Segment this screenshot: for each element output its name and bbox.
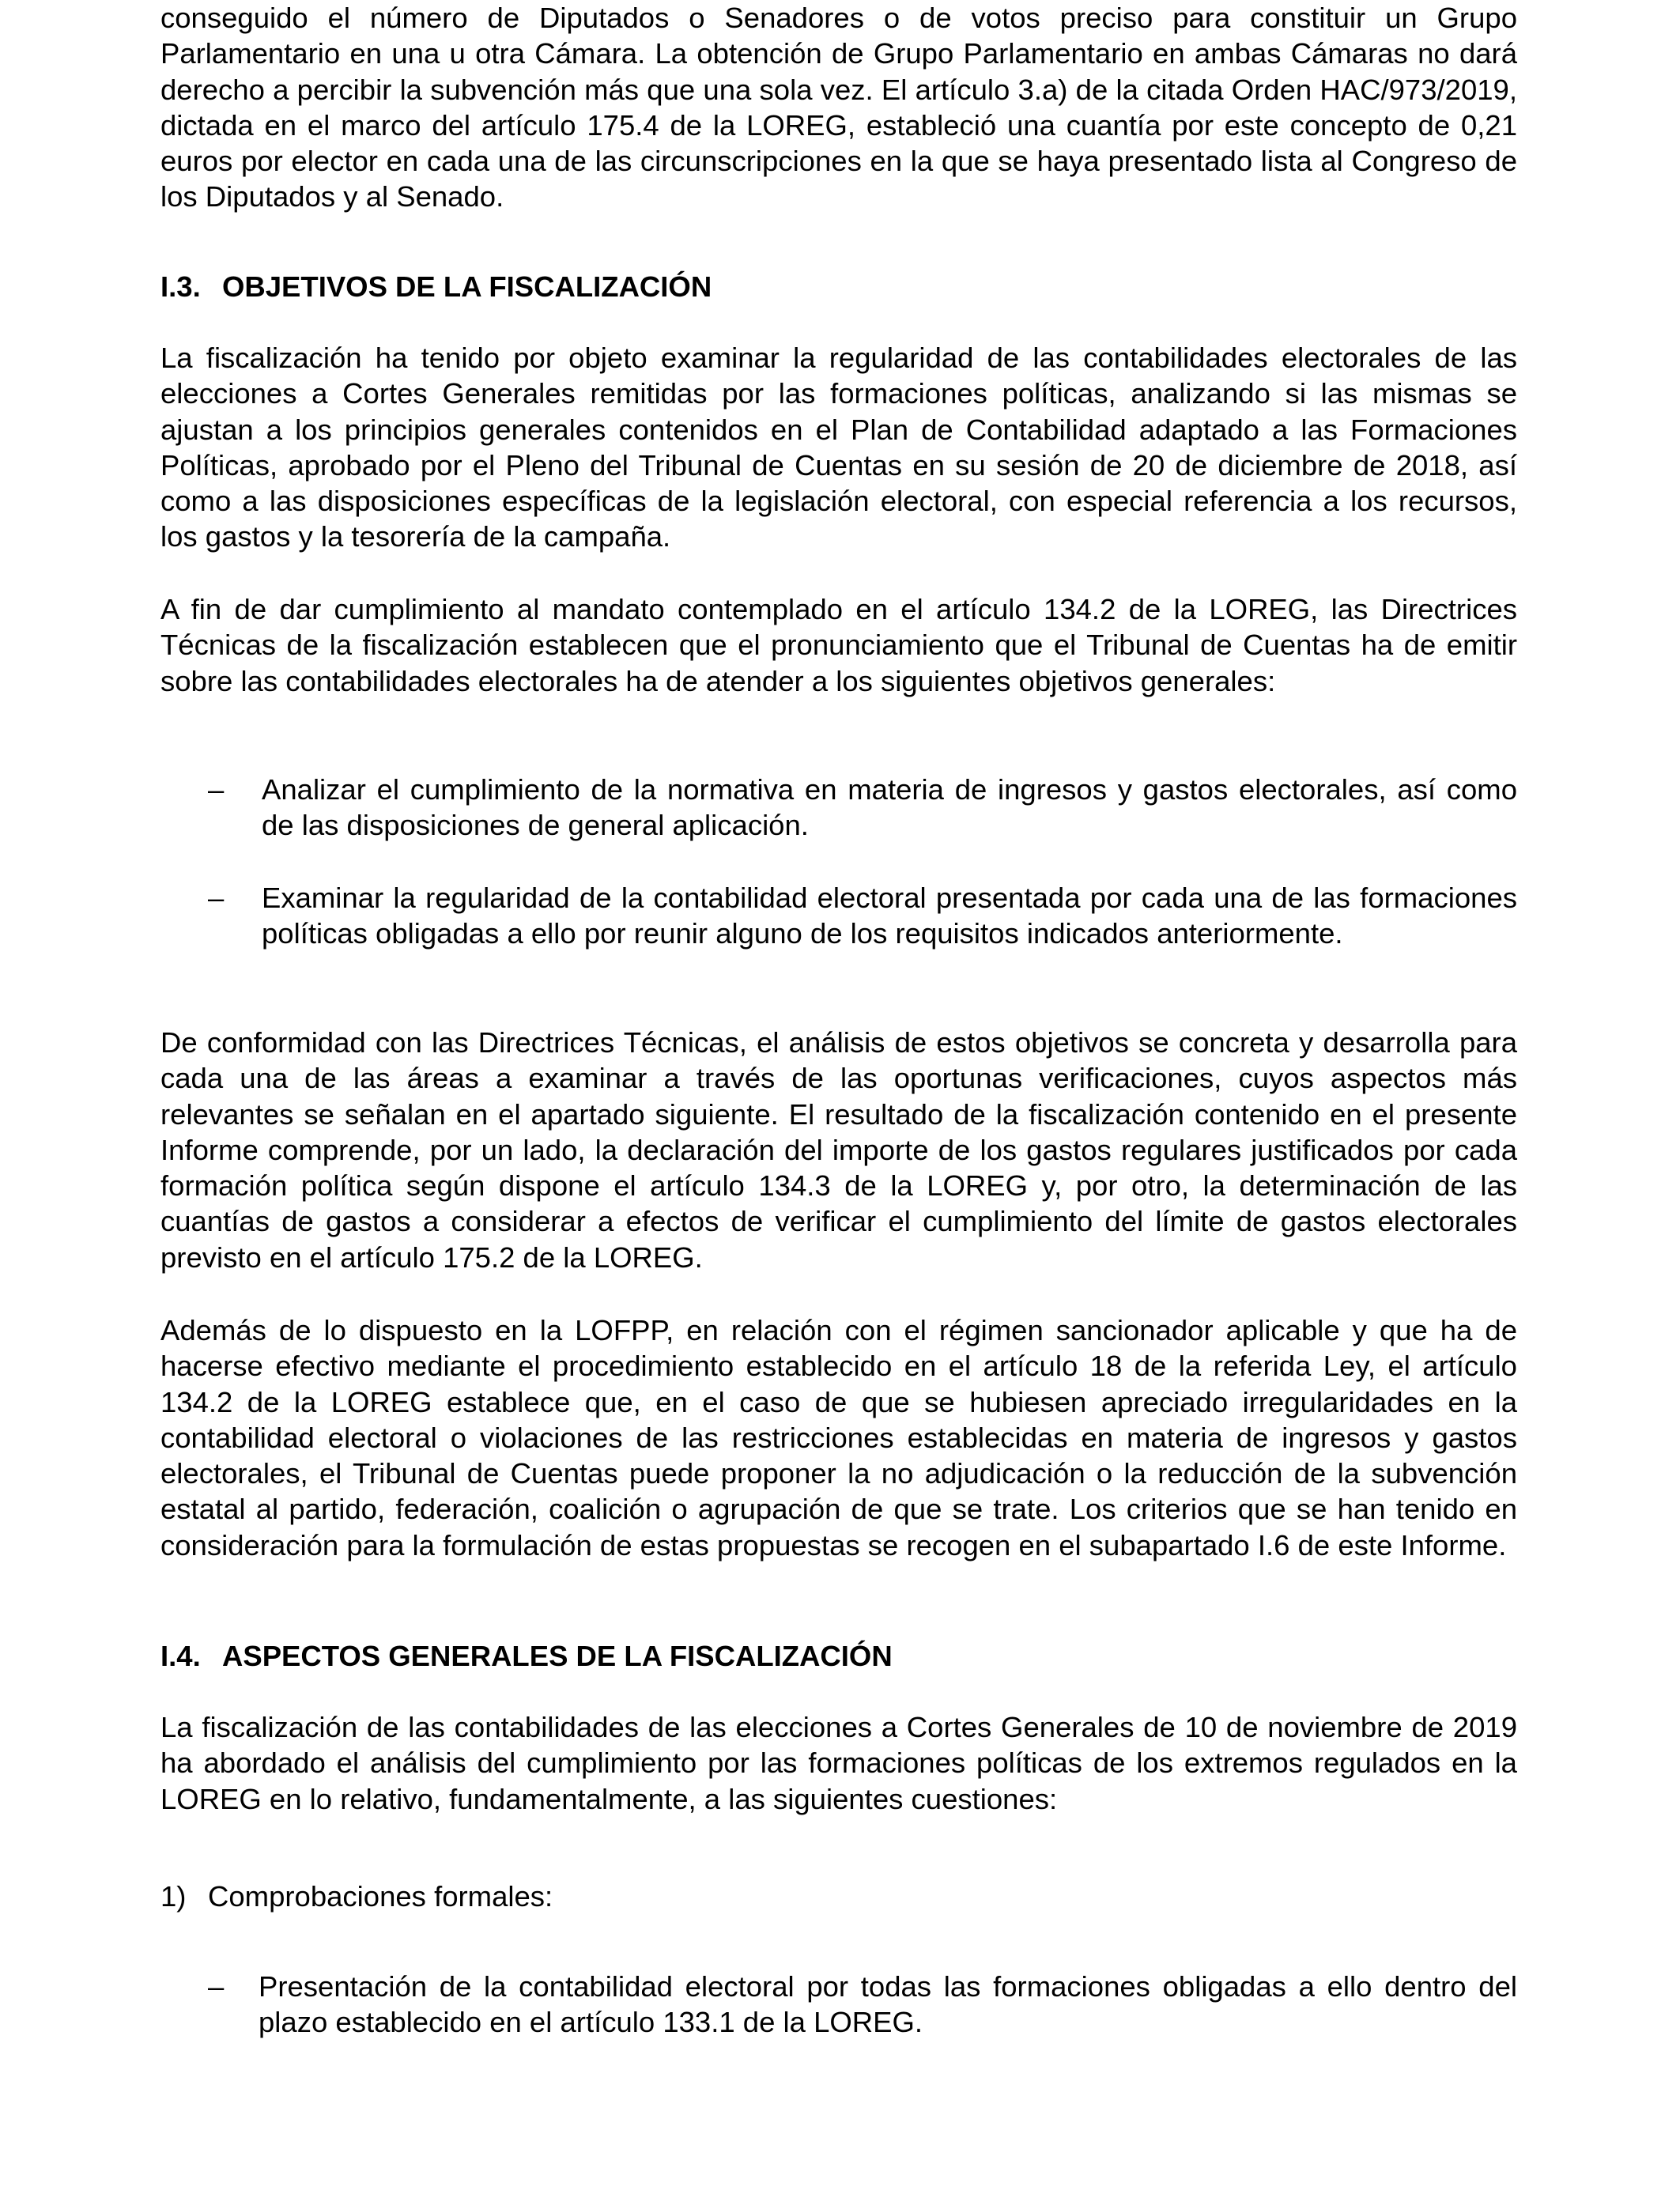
section-number: I.3.: [160, 270, 201, 303]
list-item-text: Examinar la regularidad de la contabilidad electoral presentada por cada una de las formaciones políticas obligadas a ello por reunir alguno de los requisitos indicados anteriormente.: [262, 882, 1517, 950]
section-number: I.4.: [160, 1640, 201, 1672]
dash-bullet-icon: –: [208, 882, 225, 914]
list-item: [160, 772, 1517, 844]
section-title: OBJETIVOS DE LA FISCALIZACIÓN: [222, 270, 712, 303]
paragraph: conseguido el número de Diputados o Senadores o de votos preciso para constituir un Grupo Parlamentario en una u otra Cámara. La obtención de Grupo Parlamentario en ambas Cámaras no dará derecho a percibir la subvención más que una sola vez. El artículo 3.a) de la citada Orden HAC/973/2019, dictada en el marco del artículo 175.4 de la LOREG, estableció una cuantía por este concepto de 0,21 euros por elector en cada una de las circunscripciones en la que se haya presentado lista al Congreso de los Diputados y al Senado.: [160, 2, 1517, 213]
section-heading-i4: [160, 1638, 1517, 1674]
list-item-text: Presentación de la contabilidad electoral por todas las formaciones obligadas a ello dentro del plazo establecido en el artículo 133.1 de la LOREG.: [259, 1970, 1517, 2039]
paragraph: La fiscalización de las contabilidades de las elecciones a Cortes Generales de 10 de noviembre de 2019 ha abordado el análisis del cumplimiento por las formaciones políticas de los extremos regulados en la LOREG en lo relativo, fundamentalmente, a las siguientes cuestiones:: [160, 1711, 1517, 1815]
paragraph: Además de lo dispuesto en la LOFPP, en relación con el régimen sancionador aplicable y que ha de hacerse efectivo mediante el procedimiento establecido en el artículo 18 de la referida Ley, el artículo 134.2 de la LOREG establece que, en el caso de que se hubiesen apreciado irregularidades en la contabilidad electoral o violaciones de las restricciones establecidas en materia de ingresos y gastos electorales, el Tribunal de Cuentas puede proponer la no adjudicación o la reducción de la subvención estatal al partido, federación, coalición o agrupación de que se trate. Los criterios que se han tenido en consideración para la formulación de estas propuestas se recogen en el subapartado I.6 de este Informe.: [160, 1314, 1517, 1561]
paragraph: A fin de dar cumplimiento al mandato contemplado en el artículo 134.2 de la LOREG, las Directrices Técnicas de la fiscalización establecen que el pronunciamiento que el Tribunal de Cuentas ha de emitir sobre las contabilidades electorales ha de atender a los siguientes objetivos generales:: [160, 593, 1517, 697]
dash-bullet-icon: –: [208, 1970, 225, 2003]
dash-bullet-icon: –: [208, 773, 225, 806]
list-item: [160, 1969, 1517, 2041]
paragraph: La fiscalización ha tenido por objeto examinar la regularidad de las contabilidades electorales de las elecciones a Cortes Generales remitidas por las formaciones políticas, analizando si las mismas se ajustan a los principios generales contenidos en el Plan de Contabilidad adaptado a las Formaciones Políticas, aprobado por el Pleno del Tribunal de Cuentas en su sesión de 20 de diciembre de 2018, así como a las disposiciones específicas de la legislación electoral, con especial referencia a los recursos, los gastos y la tesorería de la campaña.: [160, 342, 1517, 553]
list-item-text: Analizar el cumplimiento de la normativa en materia de ingresos y gastos electorales, así como de las disposiciones de general aplicación.: [262, 773, 1517, 842]
item-number: 1): [160, 1880, 187, 1913]
section-title: ASPECTOS GENERALES DE LA FISCALIZACIÓN: [222, 1640, 893, 1672]
numbered-item: [160, 1879, 1517, 1914]
item-text: Comprobaciones formales:: [208, 1880, 553, 1913]
paragraph: De conformidad con las Directrices Técnicas, el análisis de estos objetivos se concreta y desarrolla para cada una de las áreas a examinar a través de las oportunas verificaciones, cuyos aspectos más relevantes se señalan en el apartado siguiente. El resultado de la fiscalización contenido en el presente Informe comprende, por un lado, la declaración del importe de los gastos regulares justificados por cada formación política según dispone el artículo 134.3 de la LOREG y, por otro, la determinación de las cuantías de gastos a considerar a efectos de verificar el cumplimiento del límite de gastos electorales previsto en el artículo 175.2 de la LOREG.: [160, 1026, 1517, 1274]
list-item: [160, 880, 1517, 952]
section-heading-i3: [160, 269, 1517, 304]
